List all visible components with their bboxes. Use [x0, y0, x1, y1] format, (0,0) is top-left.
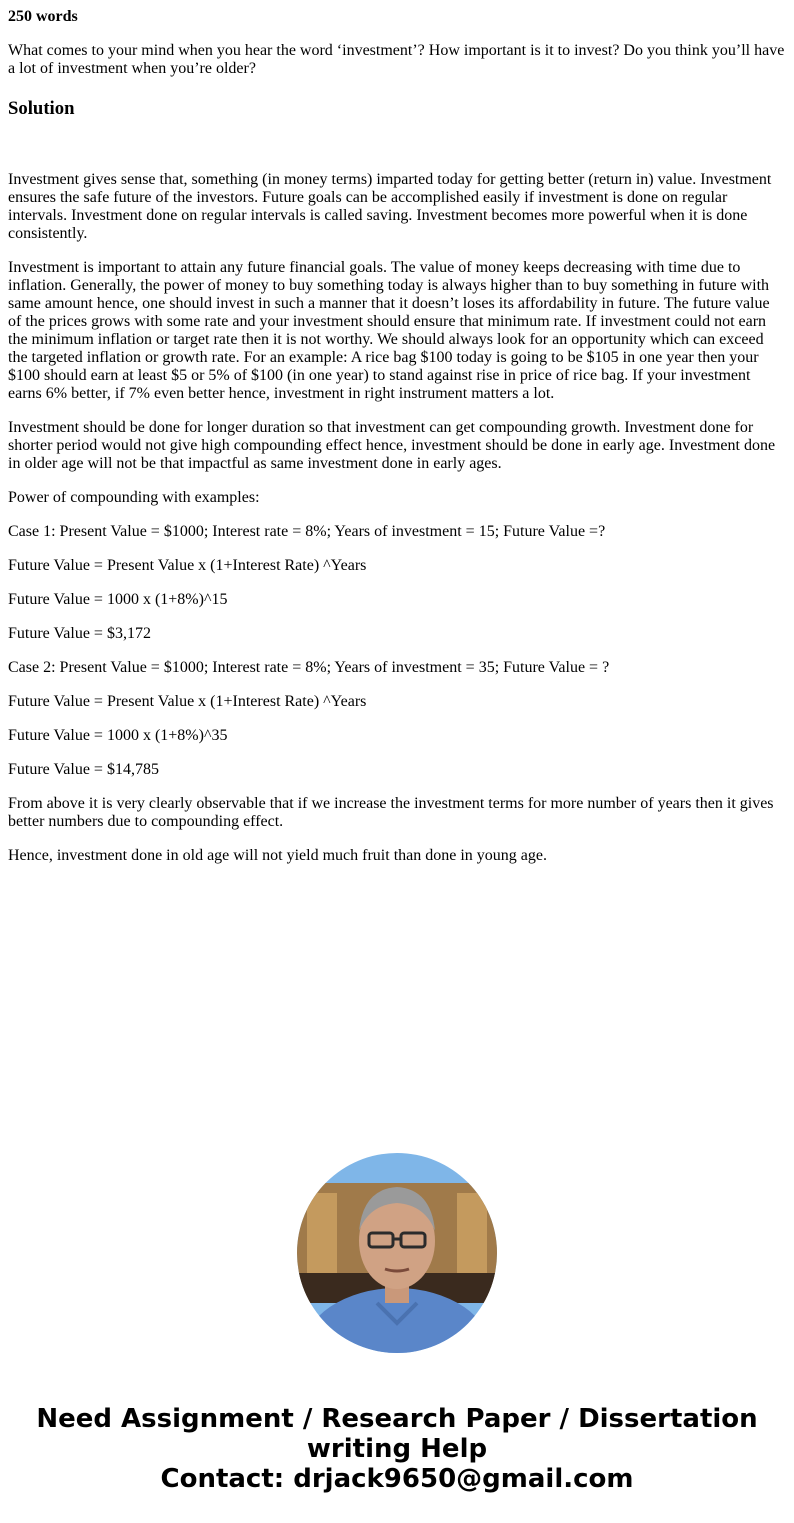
- solution-paragraph: Power of compounding with examples:: [8, 489, 260, 506]
- solution-paragraph: Case 2: Present Value = $1000; Interest rate = 8%; Years of investment = 35; Future Value = ?: [8, 659, 610, 676]
- author-photo-illustration: [297, 1153, 497, 1353]
- solution-paragraph: Future Value = $14,785: [8, 761, 159, 778]
- solution-paragraph: Investment should be done for longer duration so that investment can get compounding growth. Investment done for shorter period would not give high compounding effect hence, investment should be done in early age. Investment done in older age will not be that impactful as same investment done in early ages.: [8, 419, 776, 472]
- solution-paragraph: Future Value = Present Value x (1+Interest Rate) ^Years: [8, 557, 367, 574]
- solution-heading: Solution: [8, 98, 75, 119]
- promo-line: writing Help: [306, 1434, 488, 1464]
- document-content: [8, 8, 786, 881]
- solution-paragraph: Future Value = $3,172: [8, 625, 151, 642]
- question-text: What comes to your mind when you hear the word ‘investment’? How important is it to invest? Do you think you’ll have a lot of investment when you’re older?: [8, 42, 785, 77]
- question-title: 250 words: [8, 8, 78, 25]
- solution-paragraph: Future Value = 1000 x (1+8%)^15: [8, 591, 228, 608]
- solution-body: [8, 171, 786, 865]
- solution-paragraph: Future Value = 1000 x (1+8%)^35: [8, 727, 228, 744]
- solution-paragraph: Investment is important to attain any future financial goals. The value of money keeps decreasing with time due to inflation. Generally, the power of money to buy something today is always higher than to buy something in future with same amount hence, one should invest in such a manner that it doesn’t loses its affordability in future. The future value of the prices grows with some rate and your investment should ensure that minimum rate. If investment could not earn the minimum inflation or target rate then it is not worthy. We should always look for an opportunity which can exceed the targeted inflation or growth rate. For an example: A rice bag $100 today is going to be $105 in one year then your $100 should earn at least $5 or 5% of $100 (in one year) to stand against rise in price of rice bag. If your investment earns 6% better, if 7% even better hence, investment in right instrument matters a lot.: [8, 259, 770, 402]
- promo-line: Need Assignment / Research Paper / Dissertation: [36, 1404, 758, 1434]
- solution-paragraph: Hence, investment done in old age will not yield much fruit than done in young age.: [8, 847, 547, 864]
- author-avatar: [297, 1153, 497, 1353]
- solution-paragraph: Future Value = Present Value x (1+Interest Rate) ^Years: [8, 693, 367, 710]
- solution-paragraph: Investment gives sense that, something (in money terms) imparted today for getting better (return in) value. Investment ensures the safe future of the investors. Future goals can be accomplished easily if investment is done on regular intervals. Investment done on regular intervals is called saving. Investment becomes more powerful when it is done consistently.: [8, 171, 772, 242]
- solution-paragraph: Case 1: Present Value = $1000; Interest rate = 8%; Years of investment = 15; Future Value =?: [8, 523, 606, 540]
- promo-contact: Contact: drjack9650@gmail.com: [160, 1464, 634, 1494]
- promo-banner: [0, 1404, 794, 1494]
- solution-paragraph: From above it is very clearly observable that if we increase the investment terms for more number of years then it gives better numbers due to compounding effect.: [8, 795, 774, 830]
